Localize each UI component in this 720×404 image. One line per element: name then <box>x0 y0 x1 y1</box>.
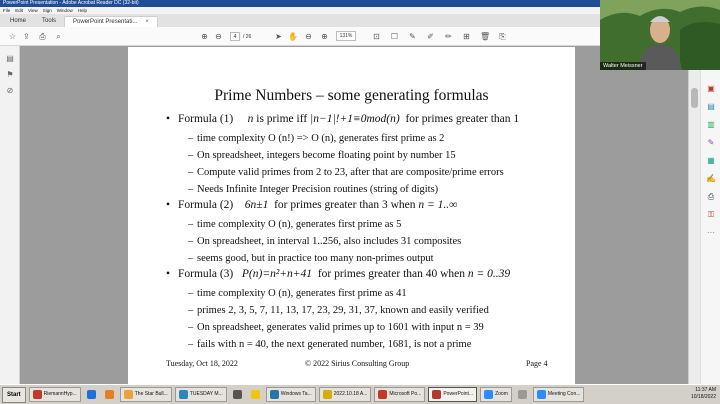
formula-1-math: |n−1|!+1≡0mod(n) <box>310 113 400 125</box>
taskbar-item[interactable] <box>29 387 81 402</box>
taskbar-item-label: RiemannHyp... <box>43 391 77 397</box>
fit-page-icon[interactable]: ⊡ <box>373 32 380 41</box>
formula-1-sub-1: – time complexity O (n!) => O (n), generates first prime as 2 <box>188 133 445 144</box>
share-icon[interactable]: ⎘ <box>499 32 506 41</box>
start-button[interactable]: Start <box>2 387 26 403</box>
organize-icon[interactable]: ▦ <box>707 156 715 165</box>
highlight-icon[interactable]: ✎ <box>409 32 416 41</box>
footer-copyright: © 2022 Sirius Consulting Group <box>305 359 410 368</box>
hand-tool-icon[interactable]: ✋ <box>288 32 298 41</box>
close-tab-icon[interactable]: × <box>145 18 149 25</box>
menu-help[interactable]: Help <box>77 8 88 13</box>
right-tools-panel <box>700 70 720 384</box>
pages-icon[interactable]: ▤ <box>6 54 14 63</box>
participant-name: Walter Meissner <box>600 62 646 70</box>
zoom-in-icon[interactable]: ⊕ <box>321 32 328 41</box>
edit-icon[interactable]: ✏ <box>445 32 452 41</box>
taskbar-app-icon <box>179 390 188 399</box>
video-feed-image <box>600 0 720 70</box>
taskbar-item-label: TUESDAY M... <box>189 391 223 397</box>
menu-window[interactable]: Window <box>56 8 73 13</box>
star-icon[interactable]: ☆ <box>8 32 17 41</box>
upload-icon[interactable]: ⇪ <box>23 32 30 41</box>
taskbar-item[interactable] <box>175 387 227 402</box>
comment-icon[interactable]: ☐ <box>390 32 399 41</box>
edit-pdf-icon[interactable]: ▥ <box>707 120 715 129</box>
taskbar-app-icon <box>270 390 279 399</box>
menu-bar <box>0 7 600 14</box>
system-clock <box>691 387 716 401</box>
taskbar-app-icon <box>378 390 387 399</box>
taskbar-item-label: Microsoft Po... <box>389 391 422 397</box>
print-icon[interactable]: ⎙ <box>39 32 46 41</box>
menu-sign[interactable]: Sign <box>42 8 52 13</box>
formula-2-line: • Formula (2) 6n±1 for primes greater than 3 when n = 1..∞ <box>166 199 458 211</box>
search-icon[interactable]: ⌕ <box>56 32 61 41</box>
taskbar-item[interactable] <box>515 387 530 402</box>
menu-view[interactable]: View <box>28 8 38 13</box>
video-thumbnail <box>600 0 720 70</box>
tab-document-label: PowerPoint Presentati... <box>73 18 138 25</box>
taskbar-item-label: PowerPoint... <box>443 391 474 397</box>
pdf-page <box>128 47 575 384</box>
taskbar-item[interactable] <box>120 387 172 402</box>
taskbar-app-icon <box>124 390 133 399</box>
select-cursor-icon[interactable]: ➤ <box>275 32 282 41</box>
menu-edit[interactable]: Edit <box>15 8 24 13</box>
formula-3-math: P(n)=n²+n+41 <box>241 268 313 280</box>
formula-1-sub-3: – Compute valid primes from 2 to 23, after that are composite/prime errors <box>188 167 504 178</box>
taskbar-item[interactable] <box>374 387 425 402</box>
document-area <box>20 46 688 384</box>
left-rail <box>0 46 20 384</box>
taskbar-item-label: 2022.10.18 A... <box>333 391 368 397</box>
formula-1-sub-2: – On spreadsheet, integers become floating point by number 15 <box>188 150 456 161</box>
page-number-input[interactable]: 4 <box>230 32 240 41</box>
taskbar-item-label: Windows Ta... <box>280 391 312 397</box>
menu-file[interactable]: File <box>3 8 11 13</box>
draw-icon[interactable]: ✐ <box>427 32 434 41</box>
protect-icon[interactable]: ⚿ <box>707 210 715 219</box>
taskbar-item[interactable] <box>248 387 263 402</box>
taskbar-item[interactable] <box>102 387 117 402</box>
formula-2-sub-1: – time complexity O (n), generates first prime as 5 <box>188 219 402 230</box>
export-pdf-icon[interactable]: ▤ <box>707 102 715 111</box>
taskbar-app-icon <box>251 390 260 399</box>
formula-1-sub-4: – Needs Infinite Integer Precision routines (string of digits) <box>188 184 439 195</box>
page-navigator <box>230 31 251 42</box>
formula-2-sub-3: – seems good, but in practice too many non-primes output <box>188 253 434 264</box>
formula-3-sub-2: – primes 2, 3, 5, 7, 11, 13, 17, 23, 29, 31, 37, known and easily verified <box>188 305 489 316</box>
taskbar-app-icon <box>233 390 242 399</box>
taskbar-app-icon <box>484 390 493 399</box>
vertical-scrollbar[interactable] <box>688 70 700 384</box>
formula-3-sub-3: – On spreadsheet, generates valid primes up to 1601 with input n = 39 <box>188 322 484 333</box>
taskbar-items <box>26 387 585 402</box>
create-pdf-icon[interactable]: ▣ <box>707 84 715 93</box>
taskbar-item[interactable] <box>84 387 99 402</box>
scrollbar-thumb[interactable] <box>691 88 698 108</box>
tab-tools[interactable]: Tools <box>42 18 57 24</box>
taskbar-app-icon <box>432 390 441 399</box>
footer-date: Tuesday, Oct 18, 2022 <box>166 359 238 368</box>
slide-title: Prime Numbers – some generating formulas <box>214 87 489 104</box>
taskbar-item-label: Meeting Con... <box>547 391 581 397</box>
page-up-icon[interactable]: ⊕ <box>201 32 208 41</box>
tab-home[interactable]: Home <box>10 18 27 24</box>
tab-document[interactable] <box>64 16 158 27</box>
tab-row <box>0 14 600 27</box>
toolbar <box>0 27 600 46</box>
taskbar-item[interactable] <box>428 387 477 402</box>
formula-3-sub-4: – fails with n = 40, the next generated number, 1681, is not a prime <box>188 339 472 350</box>
taskbar-item[interactable] <box>319 387 372 402</box>
taskbar-app-icon <box>33 390 42 399</box>
page-down-icon[interactable]: ⊖ <box>215 32 222 41</box>
taskbar-item-label: Zoom <box>495 391 508 397</box>
formula-2-math: 6n±1 <box>244 199 269 211</box>
clock-time: 11:37 AM <box>695 387 716 393</box>
taskbar-item-label: The Star Bull... <box>134 391 168 397</box>
bookmark-icon[interactable]: ⚑ <box>6 70 14 79</box>
taskbar-app-icon <box>105 390 114 399</box>
taskbar-app-icon <box>87 390 96 399</box>
taskbar-item[interactable] <box>266 387 316 402</box>
zoom-level-select[interactable]: 131% <box>336 31 356 41</box>
taskbar-app-icon <box>323 390 332 399</box>
comment-tool-icon[interactable]: ✎ <box>707 138 715 147</box>
scan-icon[interactable]: ⎙ <box>707 192 715 201</box>
fill-sign-icon[interactable]: ✍ <box>706 174 716 183</box>
taskbar <box>0 384 720 404</box>
clock-date: 10/18/2022 <box>690 394 716 400</box>
window-title: PowerPoint Presentation - Adobe Acrobat Reader DC (32-bit) <box>0 0 600 7</box>
formula-1-line: • Formula (1) n is prime iff |n−1|!+1≡0mod(n) for primes greater than 1 <box>166 113 520 125</box>
zoom-out-icon[interactable]: ⊖ <box>305 32 312 41</box>
formula-3-sub-1: – time complexity O (n), generates first prime as 41 <box>188 288 407 299</box>
page-total: / 26 <box>243 33 252 40</box>
footer-page-number: Page 4 <box>526 359 548 368</box>
taskbar-app-icon <box>518 390 527 399</box>
attachment-icon[interactable]: ⊘ <box>6 86 14 95</box>
taskbar-app-icon <box>537 390 546 399</box>
taskbar-item[interactable] <box>533 387 585 402</box>
more-tools-icon[interactable]: ⋯ <box>707 228 715 237</box>
delete-icon[interactable]: 🗑 <box>480 32 491 41</box>
taskbar-item[interactable] <box>480 387 512 402</box>
stamp-icon[interactable]: ⊞ <box>463 32 470 41</box>
formula-2-sub-2: – On spreadsheet, in interval 1..256, also includes 31 composites <box>188 236 462 247</box>
taskbar-item[interactable] <box>230 387 245 402</box>
formula-3-line: • Formula (3) P(n)=n²+n+41 for primes greater than 40 when n = 0..39 <box>166 268 511 280</box>
